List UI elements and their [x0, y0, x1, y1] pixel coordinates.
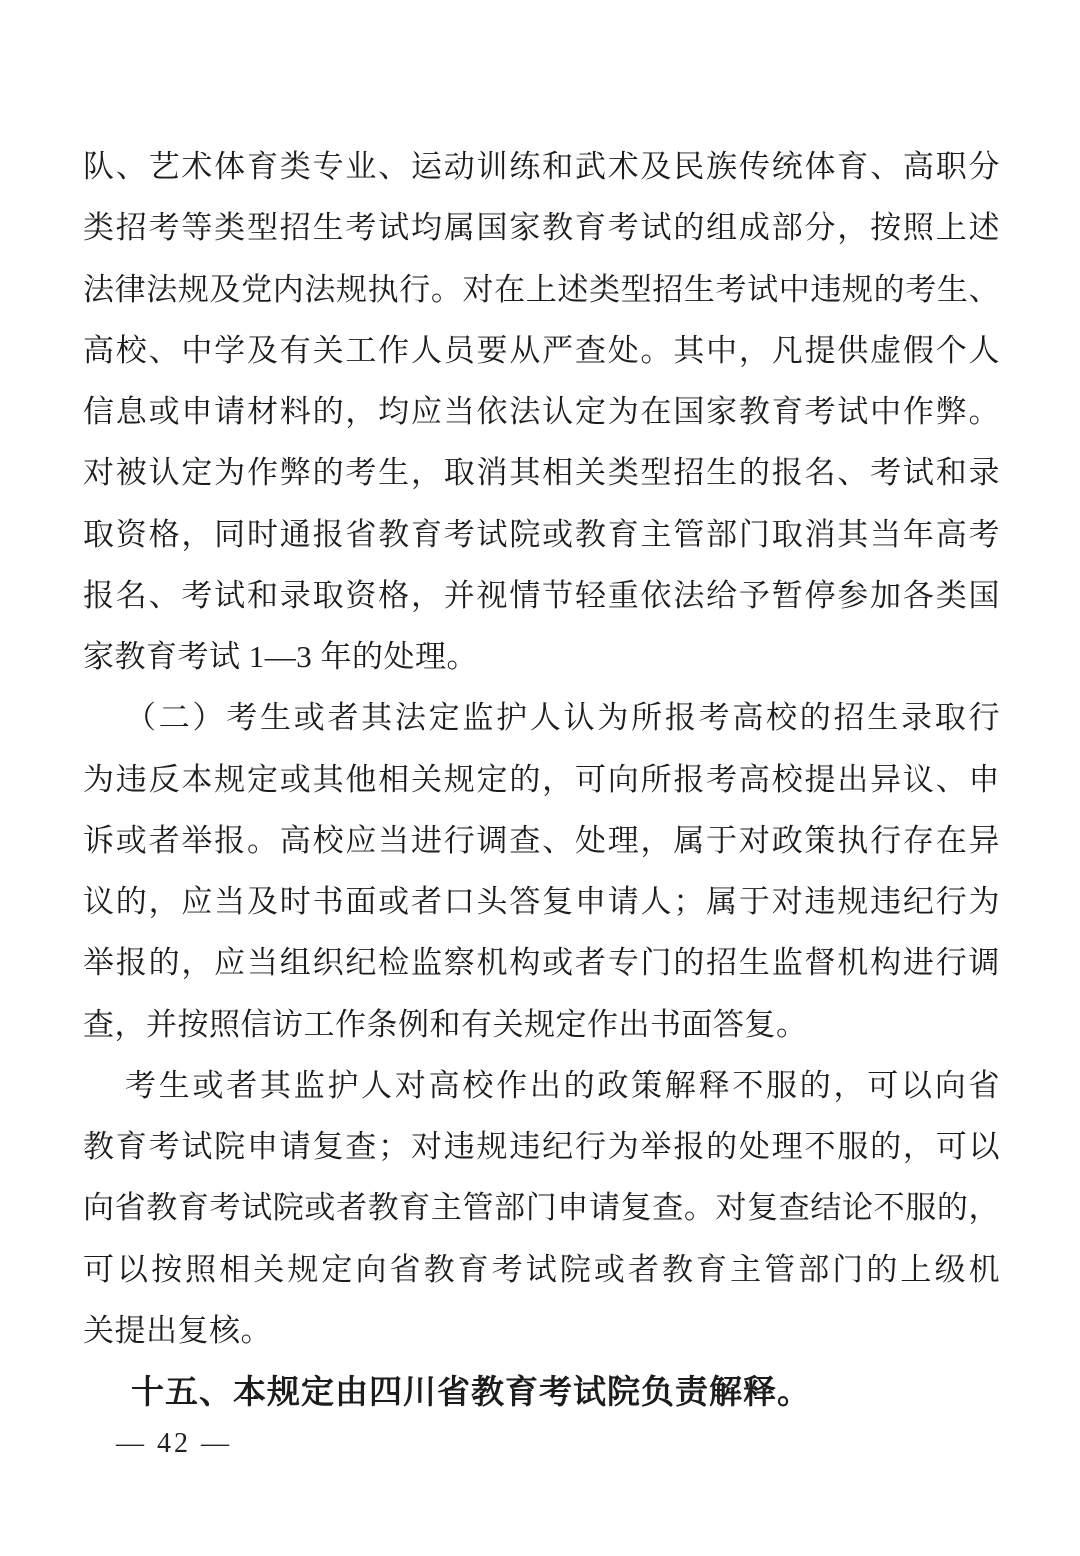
- text-line: 法律法规及党内法规执行。对在上述类型招生考试中违规的考生、: [83, 271, 1000, 307]
- document-body: [83, 136, 1000, 1422]
- text-line: 为违反本规定或其他相关规定的，可向所报考高校提出异议、申: [83, 761, 1000, 797]
- text-line: 报名、考试和录取资格，并视情节轻重依法给予暂停参加各类国: [83, 577, 1000, 613]
- text-line: 类招考等类型招生考试均属国家教育考试的组成部分，按照上述: [83, 210, 1000, 246]
- text-line: （二）考生或者其法定监护人认为所报考高校的招生录取行: [125, 700, 1000, 736]
- text-line: 教育考试院申请复查；对违规违纪行为举报的处理不服的，可以: [83, 1129, 1000, 1164]
- text-line: 查，并按照信访工作条例和有关规定作出书面答复。: [83, 1006, 808, 1042]
- section-heading: 十五、本规定由四川省教育考试院负责解释。: [131, 1373, 811, 1410]
- text-line: 向省教育考试院或者教育主管部门申请复查。对复查结论不服的，: [83, 1190, 1000, 1226]
- text-line: 考生或者其监护人对高校作出的政策解释不服的，可以向省: [125, 1067, 1000, 1103]
- text-line: 议的，应当及时书面或者口头答复申请人；属于对违规违纪行为: [83, 884, 1000, 919]
- text-line: 诉或者举报。高校应当进行调查、处理，属于对政策执行存在异: [83, 822, 1000, 858]
- text-line: 可以按照相关规定向省教育考试院或者教育主管部门的上级机: [83, 1251, 1000, 1287]
- text-line: 信息或申请材料的，均应当依法认定为在国家教育考试中作弊。: [83, 394, 1000, 429]
- text-line: 家教育考试 1—3 年的处理。: [83, 639, 478, 674]
- text-line: 取资格，同时通报省教育考试院或教育主管部门取消其当年高考: [83, 516, 1000, 552]
- text-line: 队、艺术体育类专业、运动训练和武术及民族传统体育、高职分: [83, 149, 1000, 184]
- text-line: 高校、中学及有关工作人员要从严查处。其中，凡提供虚假个人: [83, 332, 1000, 368]
- page-number: — 42 —: [116, 1428, 232, 1459]
- text-line: 对被认定为作弊的考生，取消其相关类型招生的报名、考试和录: [83, 455, 1000, 491]
- text-line: 举报的，应当组织纪检监察机构或者专门的招生监督机构进行调: [83, 945, 1000, 981]
- text-line: 关提出复核。: [83, 1312, 272, 1348]
